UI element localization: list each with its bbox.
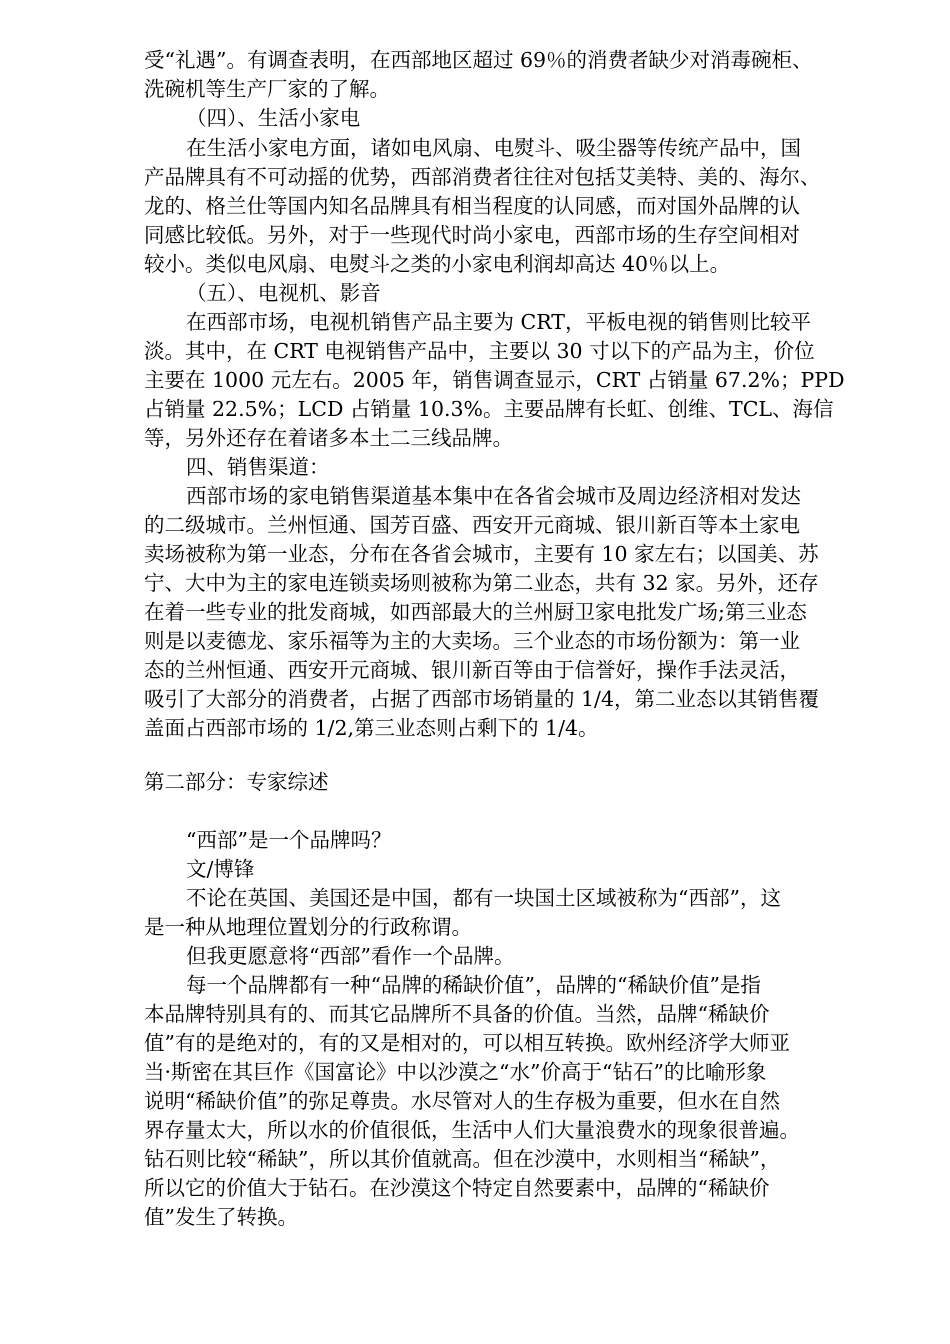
text-line: 当·斯密在其巨作《国富论》中以沙漠之“水”价高于“钻石”的比喻形象 xyxy=(144,1060,767,1084)
text-line: 在着一些专业的批发商城，如西部最大的兰州厨卫家电批发广场;第三业态 xyxy=(144,600,807,624)
text-line: 是一种从地理位置划分的行政称谓。 xyxy=(144,915,472,939)
article-author: 文/博锋 xyxy=(186,857,255,881)
text-line: 淡。其中，在 CRT 电视销售产品中，主要以 30 寸以下的产品为主，价位 xyxy=(144,339,815,363)
text-line: 每一个品牌都有一种“品牌的稀缺价值”，品牌的“稀缺价值”是指 xyxy=(186,973,761,997)
text-line: 盖面占西部市场的 1/2,第三业态则占剩下的 1/4。 xyxy=(144,716,599,740)
part-heading: 第二部分：专家综述 xyxy=(144,770,329,794)
text-line: 受“礼遇”。有调查表明，在西部地区超过 69％的消费者缺少对消毒碗柜、 xyxy=(144,48,813,72)
text-line: 但我更愿意将“西部”看作一个品牌。 xyxy=(186,944,515,968)
text-line: 说明“稀缺价值”的弥足尊贵。水尽管对人的生存极为重要，但水在自然 xyxy=(144,1089,780,1113)
text-line: 值”发生了转换。 xyxy=(144,1205,298,1229)
text-line: 主要在 1000 元左右。2005 年，销售调查显示，CRT 占销量 67.2%；PPD xyxy=(144,368,845,392)
text-line: 宁、大中为主的家电连锁卖场则被称为第二业态，共有 32 家。另外，还存 xyxy=(144,571,819,595)
text-line: 产品牌具有不可动摇的优势，西部消费者往往对包括艾美特、美的、海尔、 xyxy=(144,165,821,189)
section-heading: 四、销售渠道： xyxy=(186,455,330,479)
text-line: 较小。类似电风扇、电熨斗之类的小家电利润却高达 40％以上。 xyxy=(144,252,731,276)
text-line: 则是以麦德龙、家乐福等为主的大卖场。三个业态的市场份额为：第一业 xyxy=(144,629,800,653)
subsection-heading: （四）、生活小家电 xyxy=(186,106,361,130)
article-title: “西部”是一个品牌吗？ xyxy=(186,828,392,852)
text-line: 的二级城市。兰州恒通、国芳百盛、西安开元商城、银川新百等本土家电 xyxy=(144,513,800,537)
text-line: 本品牌特别具有的、而其它品牌所不具备的价值。当然，品牌“稀缺价 xyxy=(144,1002,770,1026)
text-line: 洗碗机等生产厂家的了解。 xyxy=(144,77,390,101)
text-line: 不论在英国、美国还是中国，都有一块国土区域被称为“西部”，这 xyxy=(186,886,781,910)
text-line: 界存量太大，所以水的价值很低，生活中人们大量浪费水的现象很普遍。 xyxy=(144,1118,800,1142)
text-line: 西部市场的家电销售渠道基本集中在各省会城市及周边经济相对发达 xyxy=(186,484,801,508)
text-line: 同感比较低。另外，对于一些现代时尚小家电，西部市场的生存空间相对 xyxy=(144,223,800,247)
text-line: 在西部市场，电视机销售产品主要为 CRT，平板电视的销售则比较平 xyxy=(186,310,811,334)
text-line: 在生活小家电方面，诸如电风扇、电熨斗、吸尘器等传统产品中，国 xyxy=(186,136,801,160)
text-line: 值”有的是绝对的，有的又是相对的，可以相互转换。欧州经济学大师亚 xyxy=(144,1031,790,1055)
text-line: 卖场被称为第一业态，分布在各省会城市，主要有 10 家左右；以国美、苏 xyxy=(144,542,819,566)
text-line: 占销量 22.5%；LCD 占销量 10.3%。主要品牌有长虹、创维、TCL、海信 xyxy=(144,397,834,421)
text-line: 态的兰州恒通、西安开元商城、银川新百等由于信誉好，操作手法灵活， xyxy=(144,658,800,682)
subsection-heading: （五）、电视机、影音 xyxy=(186,281,381,305)
text-line: 所以它的价值大于钻石。在沙漠这个特定自然要素中，品牌的“稀缺价 xyxy=(144,1176,770,1200)
text-line: 钻石则比较“稀缺”，所以其价值就高。但在沙漠中，水则相当“稀缺”， xyxy=(144,1147,781,1171)
text-line: 龙的、格兰仕等国内知名品牌具有相当程度的认同感，而对国外品牌的认 xyxy=(144,194,800,218)
text-line: 等，另外还存在着诸多本土二三线品牌。 xyxy=(144,426,513,450)
text-line: 吸引了大部分的消费者，占据了西部市场销量的 1/4，第二业态以其销售覆 xyxy=(144,687,820,711)
